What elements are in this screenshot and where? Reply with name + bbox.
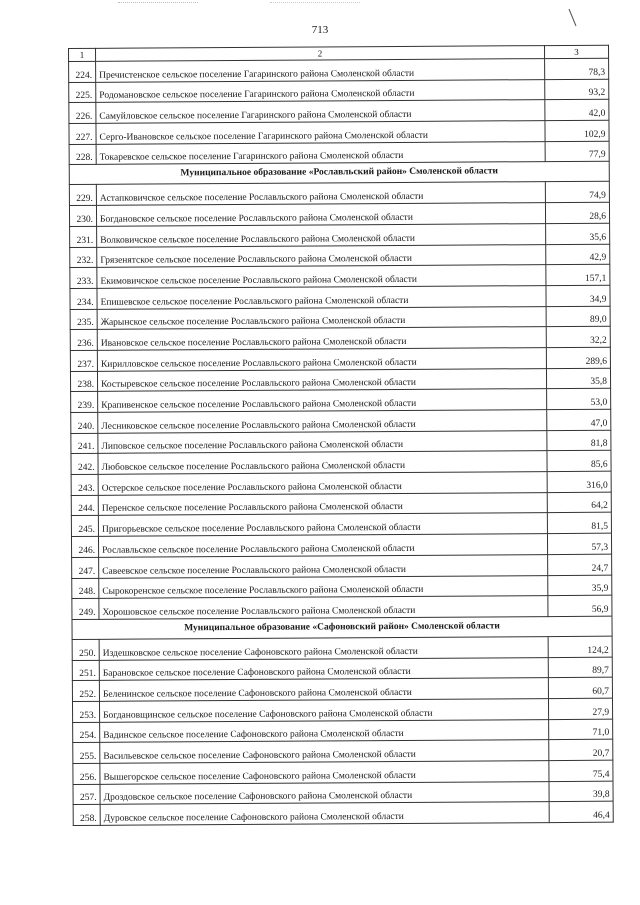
row-number: 251. [72, 660, 99, 681]
row-number: 239. [71, 392, 98, 413]
settlement-name: Вышегорское сельское поселение Сафоновского района Смоленской области [100, 761, 549, 784]
row-number: 231. [70, 226, 97, 247]
settlement-name: Екимовичское сельское поселение Рославльского района Смоленской области [97, 265, 546, 288]
row-number: 258. [73, 805, 100, 826]
settlement-name: Пригорьевское сельское поселение Рославльского района Смоленской области [98, 513, 547, 536]
row-value: 81,8 [547, 430, 611, 451]
row-number: 237. [70, 350, 97, 371]
row-number: 243. [71, 474, 98, 495]
row-number: 225. [69, 82, 96, 103]
settlement-name: Лесниковское сельское поселение Рославльского района Смоленской области [98, 410, 547, 433]
settlement-name: Токаревское сельское поселение Гагаринского района Смоленской области [96, 141, 545, 164]
row-value: 75,4 [549, 760, 613, 781]
row-number: 252. [72, 681, 99, 702]
settlement-name: Любовское сельское поселение Рославльского района Смоленской области [98, 451, 547, 474]
row-value: 28,6 [545, 202, 609, 223]
row-value: 27,9 [548, 698, 612, 719]
settlement-name: Рославльское сельское поселение Рославльского района Смоленской области [98, 534, 547, 557]
row-value: 81,5 [547, 513, 611, 534]
scan-artifact [118, 2, 198, 9]
section-title: Муниципальное образование «Сафоновский район» Смоленской области [72, 616, 612, 639]
row-number: 226. [69, 103, 96, 124]
row-number: 232. [70, 247, 97, 268]
row-value: 102,9 [545, 120, 609, 141]
settlement-name: Беленинское сельское поселение Сафоновского района Смоленской области [99, 678, 548, 701]
row-number: 248. [72, 578, 99, 599]
row-value: 20,7 [549, 739, 613, 760]
row-number: 246. [71, 536, 98, 557]
row-value: 32,2 [546, 326, 610, 347]
settlement-name: Серго-Ивановское сельское поселение Гагаринского района Смоленской области [96, 121, 545, 144]
settlement-name: Пречистенское сельское поселение Гагаринского района Смоленской области [96, 59, 545, 82]
settlement-name: Грязенятское сельское поселение Рославльского района Смоленской области [97, 244, 546, 267]
row-number: 242. [71, 454, 98, 475]
row-number: 253. [72, 701, 99, 722]
row-number: 257. [73, 784, 100, 805]
row-value: 64,2 [547, 492, 611, 513]
row-value: 42,9 [546, 244, 610, 265]
row-number: 224. [69, 61, 96, 82]
row-value: 60,7 [548, 677, 612, 698]
settlement-name: Астапковичское сельское поселение Рославльского района Смоленской области [96, 182, 545, 205]
row-value: 53,0 [547, 389, 611, 410]
row-number: 241. [71, 433, 98, 454]
row-value: 47,0 [547, 409, 611, 430]
row-number: 227. [69, 123, 96, 144]
row-value: 93,2 [545, 79, 609, 100]
settlement-name: Жарынское сельское поселение Рославльского района Смоленской области [97, 306, 546, 329]
settlements-table [68, 45, 614, 826]
row-number: 255. [73, 743, 100, 764]
row-value: 46,4 [549, 802, 613, 823]
settlement-name: Дуровское сельское поселение Сафоновского района Смоленской области [100, 802, 549, 825]
settlement-name: Кирилловское сельское поселение Рославльского района Смоленской области [97, 348, 546, 371]
column-header: 2 [96, 46, 545, 62]
section-title: Муниципальное образование «Рославльский район» Смоленской области [69, 162, 609, 185]
settlement-name: Савеевское сельское поселение Рославльского района Смоленской области [99, 554, 548, 577]
column-header: 3 [544, 45, 608, 58]
settlement-name: Богдановщинское сельское поселение Сафоновского района Смоленской области [99, 699, 548, 722]
row-value: 78,3 [545, 58, 609, 79]
settlement-name: Перенское сельское поселение Рославльского района Смоленской области [98, 492, 547, 515]
row-value: 89,7 [548, 657, 612, 678]
settlement-name: Васильевское сельское поселение Сафоновского района Смоленской области [100, 740, 549, 763]
settlement-name: Самуйловское сельское поселение Гагаринского района Смоленской области [96, 100, 545, 123]
settlement-name: Епишевское сельское поселение Рославльского района Смоленской области [97, 285, 546, 308]
settlement-name: Сырокоренское сельское поселение Рославльского района Смоленской области [99, 575, 548, 598]
settlement-name: Родомановское сельское поселение Гагаринского района Смоленской области [96, 79, 545, 102]
row-number: 233. [70, 268, 97, 289]
settlement-name: Крапивенское сельское поселение Рославльского района Смоленской области [98, 389, 547, 412]
page-number: 713 [311, 24, 329, 36]
row-number: 229. [69, 185, 96, 206]
table-row [73, 802, 613, 826]
row-value: 289,6 [546, 347, 610, 368]
row-value: 316,0 [547, 471, 611, 492]
row-value: 57,3 [547, 533, 611, 554]
settlement-name: Барановское сельское поселение Сафоновского района Смоленской области [99, 657, 548, 680]
settlement-name: Ивановское сельское поселение Рославльского района Смоленской области [97, 327, 546, 350]
row-number: 245. [71, 516, 98, 537]
settlement-name: Костыревское сельское поселение Рославльского района Смоленской области [97, 368, 546, 391]
row-number: 249. [72, 599, 99, 620]
row-value: 124,2 [548, 636, 612, 657]
row-number: 234. [70, 288, 97, 309]
settlement-name: Дроздовское сельское поселение Сафоновского района Смоленской области [100, 781, 549, 804]
row-value: 24,7 [548, 554, 612, 575]
row-number: 235. [70, 309, 97, 330]
row-number: 247. [72, 557, 99, 578]
settlement-name: Богдановское сельское поселение Рославльского района Смоленской области [96, 203, 545, 226]
settlement-name: Остерское сельское поселение Рославльского района Смоленской области [98, 472, 547, 495]
row-value: 35,9 [548, 575, 612, 596]
row-value: 35,6 [546, 223, 610, 244]
row-value: 85,6 [547, 451, 611, 472]
row-value: 35,8 [546, 368, 610, 389]
settlement-name: Волковичское сельское поселение Рославльского района Смоленской области [97, 223, 546, 246]
settlement-name: Липовское сельское поселение Рославльского района Смоленской области [98, 430, 547, 453]
settlement-name: Хорошовское сельское поселение Рославльского района Смоленской области [99, 596, 548, 619]
row-number: 240. [71, 412, 98, 433]
row-value: 77,9 [545, 141, 609, 162]
row-number: 228. [69, 144, 96, 165]
settlement-name: Вадинское сельское поселение Сафоновского района Смоленской области [100, 719, 549, 742]
row-number: 238. [70, 371, 97, 392]
row-number: 244. [71, 495, 98, 516]
row-value: 34,9 [546, 285, 610, 306]
row-value: 42,0 [545, 100, 609, 121]
row-number: 236. [70, 330, 97, 351]
row-value: 71,0 [549, 719, 613, 740]
row-number: 256. [73, 763, 100, 784]
row-value: 74,9 [545, 182, 609, 203]
row-number: 254. [73, 722, 100, 743]
column-header: 1 [69, 48, 96, 61]
row-value: 89,0 [546, 306, 610, 327]
settlement-name: Издешковское сельское поселение Сафоновского района Смоленской области [99, 636, 548, 659]
row-value: 56,9 [548, 595, 612, 616]
row-number: 230. [69, 205, 96, 226]
row-value: 157,1 [546, 264, 610, 285]
scan-artifact [270, 2, 360, 7]
row-value: 39,8 [549, 781, 613, 802]
row-number: 250. [72, 639, 99, 660]
